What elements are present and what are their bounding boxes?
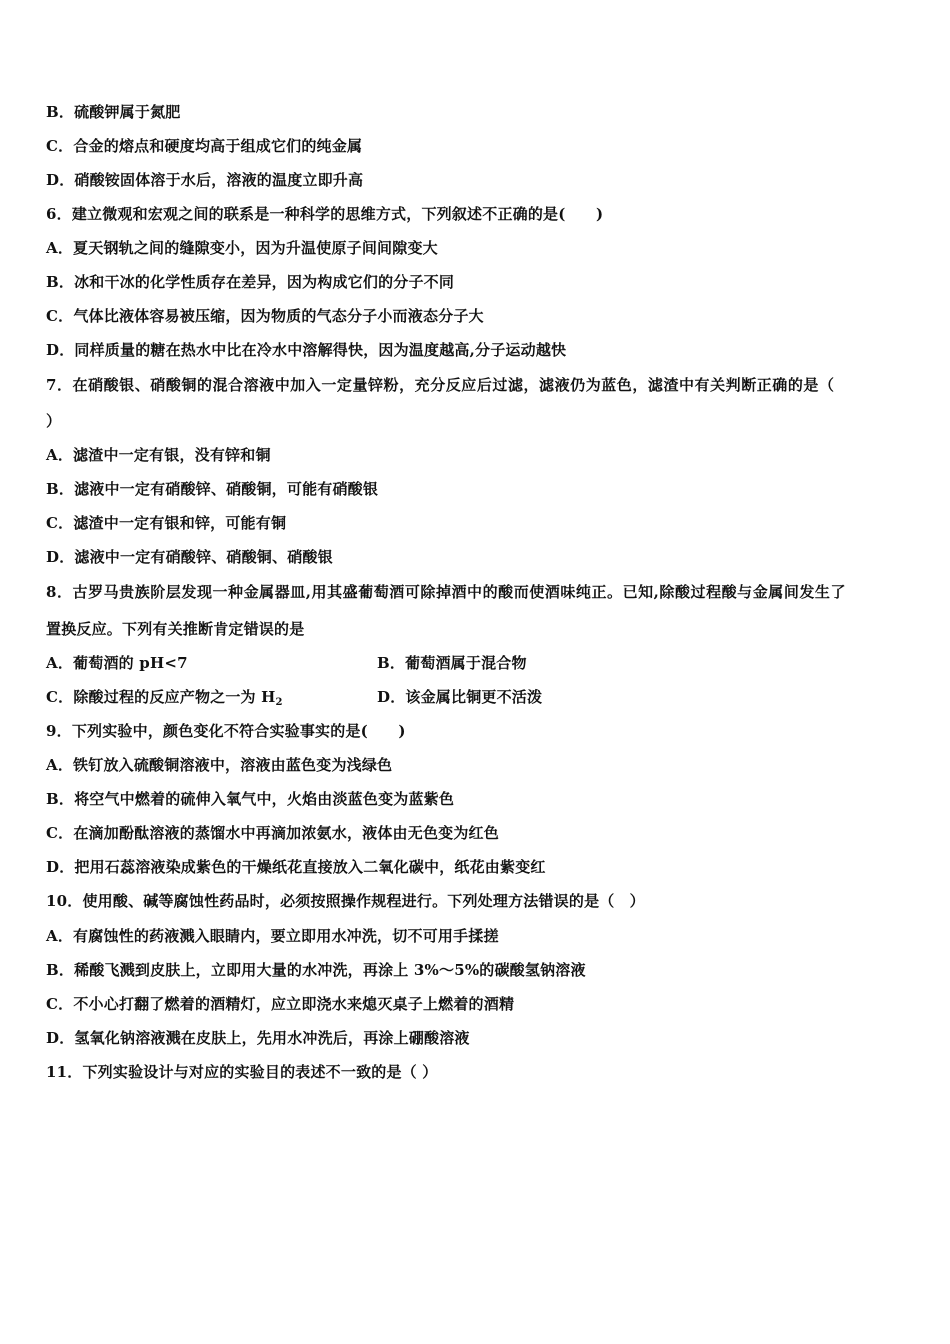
q5-option-d: D．硝酸铵固体溶于水后，溶液的温度立即升高: [46, 171, 364, 189]
q8-option-c-text: C．除酸过程的反应产物之一为 H: [46, 688, 276, 706]
q8-option-c-subscript: 2: [275, 697, 283, 708]
q7-option-c: C．滤渣中一定有银和锌，可能有铜: [46, 514, 287, 532]
q10-option-b: B．稀酸飞溅到皮肤上，立即用大量的水冲洗，再涂上 3%～5%的碳酸氢钠溶液: [46, 961, 586, 979]
q7-stem-line2: ）: [46, 412, 62, 430]
q7-option-a: A．滤渣中一定有银，没有锌和铜: [46, 446, 271, 464]
q6-option-c: C．气体比液体容易被压缩，因为物质的气态分子小而液态分子大: [46, 307, 484, 325]
q6-option-a: A．夏天钢轨之间的缝隙变小，因为升温使原子间间隙变大: [46, 239, 438, 257]
q10-stem: 10．使用酸、碱等腐蚀性药品时，必须按照操作规程进行。下列处理方法错误的是（ ）: [46, 892, 645, 910]
q8-stem-line2: 置换反应。下列有关推断肯定错误的是: [46, 620, 305, 638]
q5-option-b: B．硫酸钾属于氮肥: [46, 103, 181, 121]
q8-option-d: D．该金属比铜更不活泼: [377, 688, 543, 706]
q10-option-a: A．有腐蚀性的药液溅入眼睛内，要立即用水冲洗，切不可用手揉搓: [46, 927, 499, 945]
q9-option-a: A．铁钉放入硫酸铜溶液中，溶液由蓝色变为浅绿色: [46, 756, 393, 774]
q11-stem: 11．下列实验设计与对应的实验目的表述不一致的是（ ）: [46, 1063, 438, 1081]
q6-stem: 6．建立微观和宏观之间的联系是一种科学的思维方式，下列叙述不正确的是( ): [46, 205, 604, 223]
q9-option-d: D．把用石蕊溶液染成紫色的干燥纸花直接放入二氧化碳中，纸花由紫变红: [46, 858, 546, 876]
q5-option-c: C．合金的熔点和硬度均高于组成它们的纯金属: [46, 137, 363, 155]
q7-option-d: D．滤液中一定有硝酸锌、硝酸铜、硝酸银: [46, 548, 333, 566]
q9-option-c: C．在滴加酚酞溶液的蒸馏水中再滴加浓氨水，液体由无色变为红色: [46, 824, 499, 842]
q7-stem-line1: 7．在硝酸银、硝酸铜的混合溶液中加入一定量锌粉，充分反应后过滤，滤液仍为蓝色，滤渣中有关判断正确的是（: [46, 376, 835, 394]
q10-option-d: D．氢氧化钠溶液溅在皮肤上，先用水冲洗后，再涂上硼酸溶液: [46, 1029, 470, 1047]
q8-option-c: [46, 688, 283, 706]
q9-option-b: B．将空气中燃着的硫伸入氧气中，火焰由淡蓝色变为蓝紫色: [46, 790, 455, 808]
q8-option-a: A．葡萄酒的 pH<7: [46, 654, 188, 672]
q8-stem-line1: 8．古罗马贵族阶层发现一种金属器皿,用其盛葡萄酒可除掉酒中的酸而使酒味纯正。已知,除酸过程酸与金属间发生了: [46, 583, 847, 601]
q6-option-d: D．同样质量的糖在热水中比在冷水中溶解得快，因为温度越高,分子运动越快: [46, 341, 567, 359]
q10-option-c: C．不小心打翻了燃着的酒精灯，应立即浇水来熄灭桌子上燃着的酒精: [46, 995, 515, 1013]
q9-stem: 9．下列实验中，颜色变化不符合实验事实的是( ): [46, 722, 406, 740]
q7-option-b: B．滤液中一定有硝酸锌、硝酸铜，可能有硝酸银: [46, 480, 379, 498]
q6-option-b: B．冰和干冰的化学性质存在差异，因为构成它们的分子不同: [46, 273, 455, 291]
q8-option-b: B．葡萄酒属于混合物: [377, 654, 527, 672]
